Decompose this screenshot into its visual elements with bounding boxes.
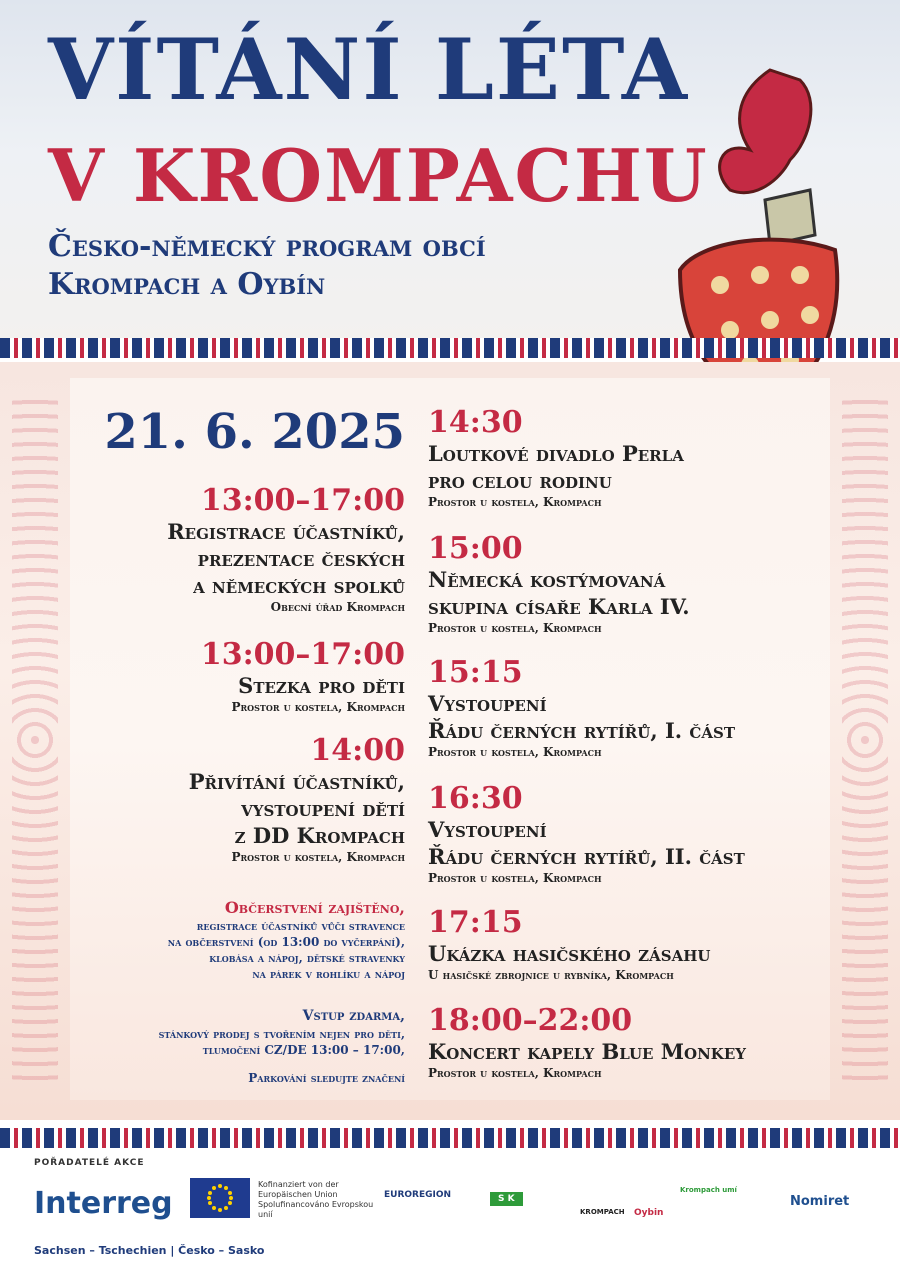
parking-note: Parkování sledujte značení	[248, 1071, 405, 1085]
event-place: Prostor u kostela, Krompach	[428, 1066, 602, 1080]
ornamental-border-bottom	[0, 1128, 900, 1148]
entry-line: tlumočení CZ/DE 13:00 – 17:00,	[202, 1043, 405, 1057]
event-time: 18:00–22:00	[428, 1003, 633, 1038]
event-title-line: Vystoupení	[428, 817, 547, 842]
ornament-right	[842, 400, 888, 1080]
entry-title: Vstup zdarma,	[302, 1008, 405, 1024]
oybin-logo: Oybin	[634, 1208, 664, 1218]
event-time: 16:30	[428, 781, 523, 816]
title-line-2: V KROMPACHU	[48, 133, 709, 218]
event-time: 14:00	[310, 733, 405, 768]
event-time: 15:00	[428, 531, 523, 566]
event-place: Prostor u kostela, Krompach	[428, 745, 602, 759]
event-title-line: prezentace českých	[197, 546, 405, 571]
entry-note	[45, 1006, 405, 1086]
event-place: Obecní úřad Krompach	[270, 600, 405, 614]
refreshment-line: klobása a nápoj, dětské stravenky	[209, 951, 405, 965]
refreshment-line: registrace účastníků vůči stravence	[196, 919, 405, 933]
refreshment-line: na občerstvení (od 13:00 do vyčerpání),	[167, 935, 405, 949]
event-title-line: Řádu černých rytířů, II. část	[428, 844, 745, 869]
right-event-4	[428, 782, 848, 886]
refreshment-line: na párek v rohlíku a nápoj	[252, 967, 405, 981]
left-event-1	[45, 484, 405, 615]
event-place: Prostor u kostela, Krompach	[428, 621, 602, 635]
event-title-line: Vystoupení	[428, 691, 547, 716]
eu-flag-icon	[190, 1178, 250, 1218]
right-event-3	[428, 656, 848, 760]
subtitle-line-2: Krompach a Oybín	[48, 267, 326, 302]
subtitle	[48, 228, 486, 304]
event-title-line: Koncert kapely Blue Monkey	[428, 1039, 746, 1064]
krompach-umi-logo: Krompach umí	[680, 1186, 737, 1194]
nomiret-logo: Nomiret	[790, 1194, 850, 1209]
event-time: 14:30	[428, 405, 523, 440]
krompach-logo: KROMPACH	[580, 1208, 625, 1216]
event-place: Prostor u kostela, Krompach	[428, 871, 602, 885]
event-title-line: pro celou rodinu	[428, 468, 612, 493]
sk-logo: S K	[490, 1192, 523, 1206]
event-place: Prostor u kostela, Krompach	[428, 495, 602, 509]
refreshment-title: Občerstvení zajištěno,	[224, 898, 405, 917]
subtitle-line-1: Česko-německý program obcí	[48, 229, 486, 264]
right-event-6	[428, 1004, 848, 1081]
event-place: Prostor u kostela, Krompach	[231, 850, 405, 864]
euroregion-logo: EUROREGION	[384, 1190, 452, 1200]
event-title-line: Řádu černých rytířů, I. část	[428, 718, 735, 743]
event-title-line: Stezka pro děti	[238, 673, 405, 698]
event-place: Prostor u kostela, Krompach	[231, 700, 405, 714]
event-place: U hasičské zbrojnice u rybníka, Krompach	[428, 968, 674, 982]
event-title-line: skupina císaře Karla IV.	[428, 594, 690, 619]
region-label: Sachsen – Tschechien | Česko – Sasko	[34, 1244, 265, 1257]
left-event-2	[45, 638, 405, 715]
entry-line: stánkový prodej s tvořením nejen pro děti,	[158, 1027, 405, 1041]
organizers-label: POŘADATELÉ AKCE	[34, 1158, 145, 1168]
event-title-line: Loutkové divadlo Perla	[428, 441, 684, 466]
event-title-line: z DD Krompach	[234, 823, 405, 848]
event-time: 13:00–17:00	[200, 483, 405, 518]
event-title-line: Přivítání účastníků,	[188, 769, 405, 794]
event-date: 21. 6. 2025	[104, 404, 405, 460]
refreshment-note	[45, 898, 405, 982]
left-event-3	[45, 734, 405, 865]
right-event-5	[428, 906, 848, 983]
right-event-1	[428, 406, 848, 510]
eu-cofinancing-text: Kofinanziert von der Europäischen Union Spolufinancováno Evropskou unií	[258, 1180, 374, 1219]
event-title-line: Ukázka hasičského zásahu	[428, 941, 711, 966]
event-time: 17:15	[428, 905, 523, 940]
title-line-1: VÍTÁNÍ LÉTA	[48, 20, 690, 119]
event-time: 13:00–17:00	[200, 637, 405, 672]
ornamental-border-top	[0, 338, 900, 358]
event-title-line: vystoupení dětí	[241, 796, 405, 821]
event-title-line: Německá kostýmovaná	[428, 567, 666, 592]
right-event-2	[428, 532, 848, 636]
event-title-line: a německých spolků	[193, 573, 405, 598]
interreg-logo: Interreg	[34, 1186, 173, 1221]
event-title-line: Registrace účastníků,	[167, 519, 405, 544]
event-time: 15:15	[428, 655, 523, 690]
